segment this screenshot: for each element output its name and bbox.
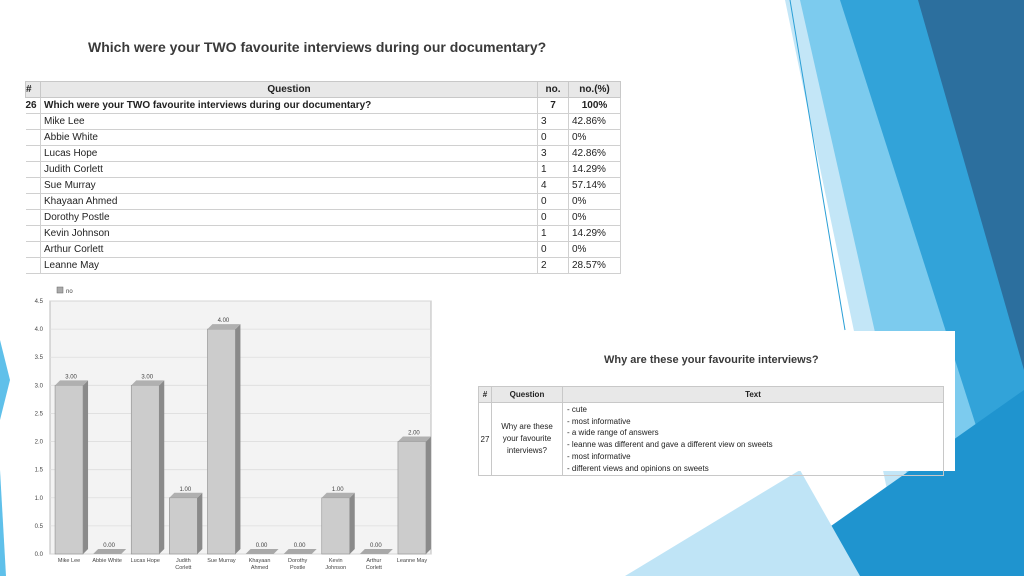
row-no: 3 [538,146,569,162]
row-spacer [26,258,41,274]
x-category-label: Lucas Hope [130,558,160,564]
row-spacer [26,114,41,130]
reasons-question [492,403,563,476]
bar-side [83,380,88,554]
row-no: 1 [538,226,569,242]
bar-top [169,493,202,498]
y-tick-label: 4.0 [34,327,43,334]
reasons-number: 27 [479,403,492,476]
row-no: 3 [538,114,569,130]
x-category-label: Kevin [328,558,343,564]
row-pct: 14.29% [569,162,621,178]
x-category-label: Postle [290,565,306,571]
bar-value-label: 4.00 [217,318,230,325]
bar-zero [284,549,317,554]
plot-area [50,301,431,554]
question-row [26,98,621,114]
y-tick-label: 4.5 [34,299,43,305]
row-pct: 42.86% [569,146,621,162]
reasons-table [478,386,944,476]
row-spacer [26,210,41,226]
x-category-label: Khayaan [248,558,271,564]
answer-item: - most informative [567,416,631,426]
header-num: # [26,82,41,98]
table-row [26,162,621,178]
row-pct: 0% [569,130,621,146]
bar-value-label: 3.00 [65,374,77,381]
question-text: Which were your TWO favourite interviews during our documentary? [41,98,538,114]
table-row [26,146,621,162]
table-row [26,178,621,194]
x-category-label: Sue Murray [207,558,236,564]
reasons-header-text: Text [563,387,944,403]
bar-top [55,380,88,385]
legend-swatch [57,287,63,293]
row-name: Lucas Hope [41,146,538,162]
reasons-row [479,403,944,476]
row-name: Leanne May [41,258,538,274]
x-category-label: Arthur [366,558,382,564]
table-row [26,130,621,146]
bar-value-label: 0.00 [103,543,115,549]
table-row [26,258,621,274]
row-name: Arthur Corlett [41,242,538,258]
header-question: Question [41,82,538,98]
left-edge-bottom [0,470,6,576]
question-number: 26 [26,98,41,114]
bar-top [322,493,355,498]
table-header-row [26,82,621,98]
x-category-label: Leanne May [396,558,428,564]
row-spacer [26,146,41,162]
row-pct: 14.29% [569,226,621,242]
bar-top [207,324,240,329]
x-category-label: Ahmed [250,565,269,571]
bar-side [197,493,202,554]
row-name: Sue Murray [41,178,538,194]
row-name: Abbie White [41,130,538,146]
question-total-no: 7 [538,98,569,114]
results-table [25,81,621,274]
row-pct: 57.14% [569,178,621,194]
question-total-pct: 100% [569,98,621,114]
reasons-title: Why are these your favourite interviews? [604,354,819,366]
row-name: Kevin Johnson [41,226,538,242]
bar [169,498,197,554]
row-no: 0 [538,130,569,146]
row-no: 2 [538,258,569,274]
row-no: 0 [538,194,569,210]
table-row [26,194,621,210]
header-pct: no.(%) [569,82,621,98]
row-name: Dorothy Postle [41,210,538,226]
row-no: 4 [538,178,569,194]
y-tick-label: 0.5 [34,523,43,530]
bar-value-label: 3.00 [141,374,154,381]
bar-side [235,324,240,554]
x-category-label: Johnson [325,565,347,571]
row-no: 0 [538,210,569,226]
bar [207,329,235,554]
table-row [26,226,621,242]
row-spacer [26,226,41,242]
row-spacer [26,162,41,178]
bar-top [131,380,164,385]
row-spacer [26,130,41,146]
row-pct: 42.86% [569,114,621,130]
x-category-label: Corlett [175,565,192,571]
x-category-label: Dorothy [288,558,308,564]
legend-label: no [66,289,73,295]
reasons-question-line: interviews? [506,446,547,456]
bar [398,442,426,554]
row-pct: 28.57% [569,258,621,274]
reasons-answers [563,403,944,476]
bar [322,498,350,554]
y-tick-label: 2.0 [34,439,43,446]
y-tick-label: 3.0 [34,383,43,390]
y-tick-label: 1.0 [34,495,43,502]
row-spacer [26,242,41,258]
y-tick-label: 3.5 [34,355,43,362]
answer-item: - different views and opinions on sweets [567,463,709,473]
bar [55,385,83,554]
bar-side [426,437,431,554]
x-category-label: Corlett [365,565,382,571]
row-name: Khayaan Ahmed [41,194,538,210]
row-pct: 0% [569,210,621,226]
y-tick-label: 0.0 [34,552,43,558]
row-no: 1 [538,162,569,178]
bar-value-label: 2.00 [408,430,420,437]
answer-item: - leanne was different and gave a different view on sweets [567,440,773,450]
row-name: Judith Corlett [41,162,538,178]
bar-value-label: 1.00 [179,486,192,493]
table-row [26,210,621,226]
bar-value-label: 0.00 [293,543,306,549]
bar [131,385,159,554]
reasons-header-num: # [479,387,492,403]
y-tick-label: 2.5 [34,411,43,418]
row-spacer [26,194,41,210]
answer-item: - cute [567,405,588,414]
bar-value-label: 1.00 [331,486,344,493]
bar-zero [360,549,393,554]
table-row [26,242,621,258]
bar-zero [246,549,279,554]
slide-title: Which were your TWO favourite interviews during our documentary? [88,39,547,55]
header-no: no. [538,82,569,98]
reasons-header-row [479,387,944,403]
reasons-question-line: Why are these [501,422,553,432]
reasons-question-line: your favourite [502,434,552,444]
bottom-light-shape [625,470,860,576]
bar-side [350,493,355,554]
answer-item: - most informative [567,451,631,461]
reasons-header-question: Question [492,387,563,403]
answer-item: - a wide range of answers [567,428,659,438]
table-row [26,114,621,130]
x-category-label: Judith [176,558,191,564]
bar-top [398,437,431,442]
reasons-panel [468,331,955,471]
bar-value-label: 0.00 [370,543,382,549]
left-edge-shape [0,340,10,420]
row-name: Mike Lee [41,114,538,130]
bar-chart [25,284,437,574]
x-category-label: Mike Lee [57,558,81,564]
y-tick-label: 1.5 [34,467,43,474]
row-no: 0 [538,242,569,258]
row-pct: 0% [569,242,621,258]
bar-side [159,380,164,554]
bar-value-label: 0.00 [255,543,268,549]
row-spacer [26,178,41,194]
x-category-label: Abbie White [92,558,122,564]
bar-zero [93,549,126,554]
row-pct: 0% [569,194,621,210]
